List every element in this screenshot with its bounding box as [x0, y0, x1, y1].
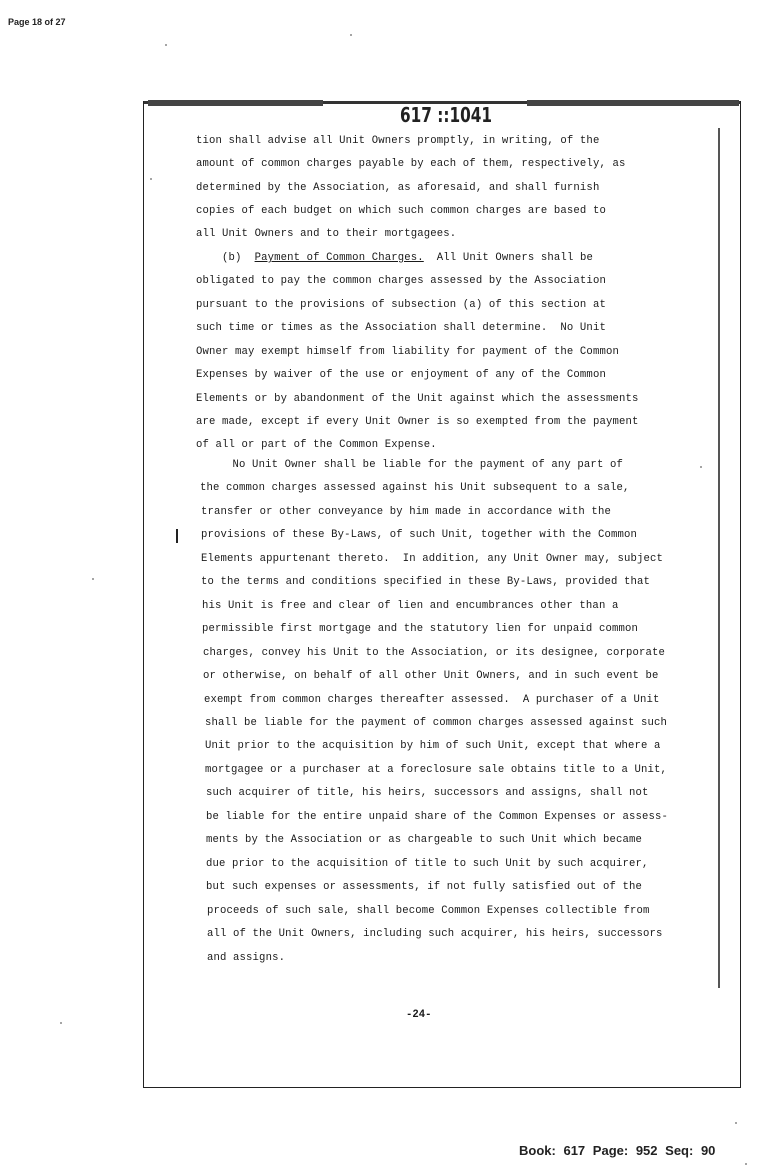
text-line: of all or part of the Common Expense.: [196, 439, 437, 451]
scan-speck: [60, 1022, 62, 1024]
text-line: or otherwise, on behalf of all other Unit Owners, and in such event be: [203, 670, 659, 682]
text-line: his Unit is free and clear of lien and encumbrances other than a: [202, 600, 619, 612]
recording-stamp: 617 ::1041: [400, 103, 493, 127]
book-label: Book:: [519, 1143, 556, 1158]
text-line: No Unit Owner shall be liable for the payment of any part of: [200, 459, 623, 471]
scan-speck: [165, 44, 167, 46]
right-margin-rule: [718, 128, 720, 988]
text-line: to the terms and conditions specified in these By-Laws, provided that: [201, 576, 651, 588]
text-line: [196, 251, 593, 265]
page-label: Page:: [592, 1143, 629, 1158]
scan-speck: [92, 578, 94, 580]
section-text: All Unit Owners shall be: [423, 252, 593, 264]
text-line: such acquirer of title, his heirs, successors and assigns, shall not: [206, 787, 649, 799]
text-line: Elements or by abandonment of the Unit against which the assessments: [196, 393, 639, 405]
text-line: pursuant to the provisions of subsection (a) of this section at: [196, 299, 606, 311]
text-line: mortgagee or a purchaser at a foreclosure sale obtains title to a Unit,: [205, 764, 668, 776]
book-reference: [519, 1143, 719, 1158]
seq-label: Seq:: [665, 1143, 694, 1158]
scan-speck: [745, 1163, 747, 1165]
section-label: (b): [196, 252, 255, 264]
scan-speck: [350, 34, 352, 36]
text-line: the common charges assessed against his Unit subsequent to a sale,: [200, 482, 630, 494]
text-line: due prior to the acquisition of title to such Unit by such acquirer,: [206, 858, 649, 870]
text-line: ments by the Association or as chargeable to such Unit which became: [206, 834, 642, 846]
text-line: Owner may exempt himself from liability for payment of the Common: [196, 346, 619, 358]
text-line: copies of each budget on which such common charges are based to: [196, 205, 606, 217]
text-line: exempt from common charges thereafter assessed. A purchaser of a Unit: [204, 694, 660, 706]
text-line: all Unit Owners and to their mortgagees.: [196, 228, 457, 240]
text-line: permissible first mortgage and the statutory lien for unpaid common: [202, 623, 638, 635]
page-counter: Page 18 of 27: [8, 17, 66, 27]
text-line: Elements appurtenant thereto. In addition, any Unit Owner may, subject: [201, 553, 664, 565]
text-line: shall be liable for the payment of common charges assessed against such: [205, 717, 668, 729]
text-line: such time or times as the Association shall determine. No Unit: [196, 322, 606, 334]
text-line: and assigns.: [207, 952, 286, 964]
text-line: amount of common charges payable by each of them, respectively, as: [196, 158, 626, 170]
text-line: be liable for the entire unpaid share of the Common Expenses or assess-: [206, 811, 669, 823]
text-line: Unit prior to the acquisition by him of such Unit, except that where a: [205, 740, 661, 752]
book-value: 617: [563, 1143, 586, 1158]
seq-value: 90: [700, 1143, 716, 1158]
text-line: all of the Unit Owners, including such acquirer, his heirs, successors: [207, 928, 663, 940]
revision-bar: [176, 529, 178, 543]
text-line: transfer or other conveyance by him made in accordance with the: [201, 506, 611, 518]
scan-speck: [700, 466, 702, 468]
text-line: tion shall advise all Unit Owners promptly, in writing, of the: [196, 135, 600, 147]
text-line: determined by the Association, as aforesaid, and shall furnish: [196, 182, 600, 194]
text-line: provisions of these By-Laws, of such Unit, together with the Common: [201, 529, 637, 541]
text-line: but such expenses or assessments, if not fully satisfied out of the: [206, 881, 642, 893]
text-line: obligated to pay the common charges assessed by the Association: [196, 275, 606, 287]
section-heading: Payment of Common Charges.: [254, 252, 424, 264]
text-line: Expenses by waiver of the use or enjoyment of any of the Common: [196, 369, 606, 381]
page-number: -24-: [406, 1009, 432, 1021]
page-value: 952: [635, 1143, 658, 1158]
text-line: charges, convey his Unit to the Association, or its designee, corporate: [203, 647, 666, 659]
scan-speck: [735, 1122, 737, 1124]
text-line: are made, except if every Unit Owner is so exempted from the payment: [196, 416, 639, 428]
text-line: proceeds of such sale, shall become Common Expenses collectible from: [207, 905, 650, 917]
scan-speck: [150, 178, 152, 180]
